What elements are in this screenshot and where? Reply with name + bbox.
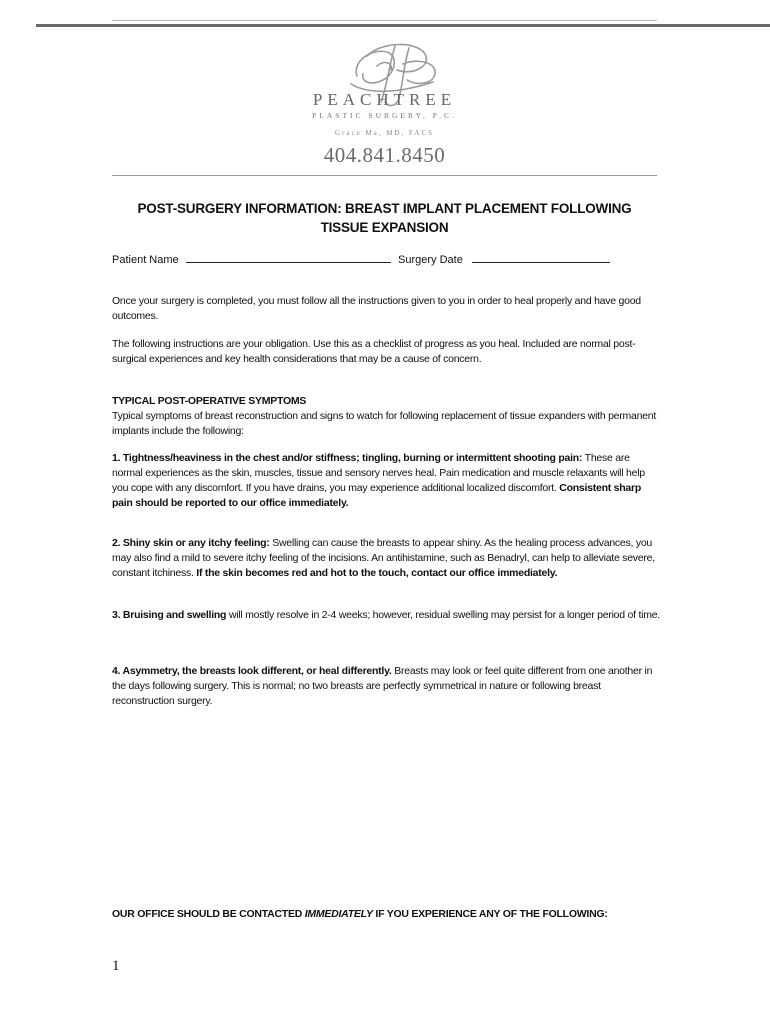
contact-heading-before: OUR OFFICE SHOULD BE CONTACTED — [112, 908, 305, 920]
brand-subtitle: PLASTIC SURGERY, P.C. — [312, 111, 457, 120]
top-thin-rule — [112, 20, 657, 21]
symptom-item-2-lead: 2. Shiny skin or any itchy feeling: — [112, 537, 270, 549]
symptom-item-1-body: These are normal experiences as the skin, muscles, tissue and sensory nerves heal. Pain medication and muscle relaxants will help you cope with any discomfort. If you have drains, you may experience additional localized discomfort. — [112, 452, 645, 494]
surgery-date-field[interactable] — [398, 253, 610, 266]
patient-name-field[interactable] — [112, 253, 391, 266]
symptom-item-3 — [112, 608, 662, 623]
document-title — [112, 199, 657, 237]
surgery-date-blank[interactable] — [472, 253, 610, 263]
phone-number: 404.841.8450 — [323, 143, 446, 167]
symptom-item-1 — [112, 451, 662, 511]
contact-heading-after: IF YOU EXPERIENCE ANY OF THE FOLLOWING: — [372, 908, 608, 920]
symptom-item-4-body: Breasts may look or feel quite different from one another in the days following surgery. This is normal; no two breasts are perfectly symmetrical in nature or following breast reconstruction surgery. — [112, 665, 653, 707]
symptom-item-4 — [112, 664, 662, 709]
patient-name-label: Patient Name — [112, 254, 179, 266]
header-divider — [112, 175, 657, 176]
symptoms-section — [112, 394, 662, 439]
intro-paragraph-2: The following instructions are your obligation. Use this as a checklist of progress as you heal. Included are normal post-surgical experiences and key health considerations that may be a cause of concern. — [112, 338, 636, 365]
symptom-item-4-lead: 4. Asymmetry, the breasts look different, or heal differently. — [112, 665, 392, 677]
brand-name: PEACHTREE — [312, 90, 457, 109]
symptom-item-1-warning: Consistent sharp pain should be reported to our office immediately. — [112, 482, 642, 509]
symptom-item-2-body: Swelling can cause the breasts to appear shiny. As the healing process advances, you may also find a mild to severe itchy feeling of the incisions. An antihistamine, such as Benadryl, can help to alleviate severe, constant itchiness. — [112, 537, 655, 579]
patient-name-blank[interactable] — [186, 253, 391, 263]
title-line-2: TISSUE EXPANSION — [320, 220, 449, 235]
contact-heading-emphasis: IMMEDIATELY — [304, 908, 373, 920]
symptom-item-3-body: will mostly resolve in 2-4 weeks; however, residual swelling may persist for a longer period of time. — [226, 609, 660, 621]
letterhead — [112, 30, 657, 175]
title-line-1: POST-SURGERY INFORMATION: BREAST IMPLANT PLACEMENT FOLLOWING — [137, 201, 632, 216]
contact-heading — [112, 907, 662, 922]
page-number: 1 — [112, 958, 120, 974]
top-rule — [36, 24, 770, 27]
symptom-item-2-warning: If the skin becomes red and hot to the touch, contact our office immediately. — [196, 567, 558, 579]
symptom-item-2 — [112, 536, 662, 581]
symptom-item-3-lead: 3. Bruising and swelling — [112, 609, 227, 621]
symptom-item-1-lead: 1. Tightness/heaviness in the chest and/or stiffness; tingling, burning or intermittent shooting pain: — [112, 452, 583, 464]
surgery-date-label: Surgery Date — [398, 254, 463, 266]
symptoms-intro: Typical symptoms of breast reconstruction and signs to watch for following replacement of tissue expanders with permanent implants include the following: — [112, 410, 657, 437]
symptoms-heading: TYPICAL POST-OPERATIVE SYMPTOMS — [112, 395, 307, 407]
doctor-name: Grace Ma, MD, FACS — [334, 129, 435, 137]
intro-paragraph-1: Once your surgery is completed, you must follow all the instructions given to you in order to heal properly and have good outcomes. — [112, 295, 641, 322]
